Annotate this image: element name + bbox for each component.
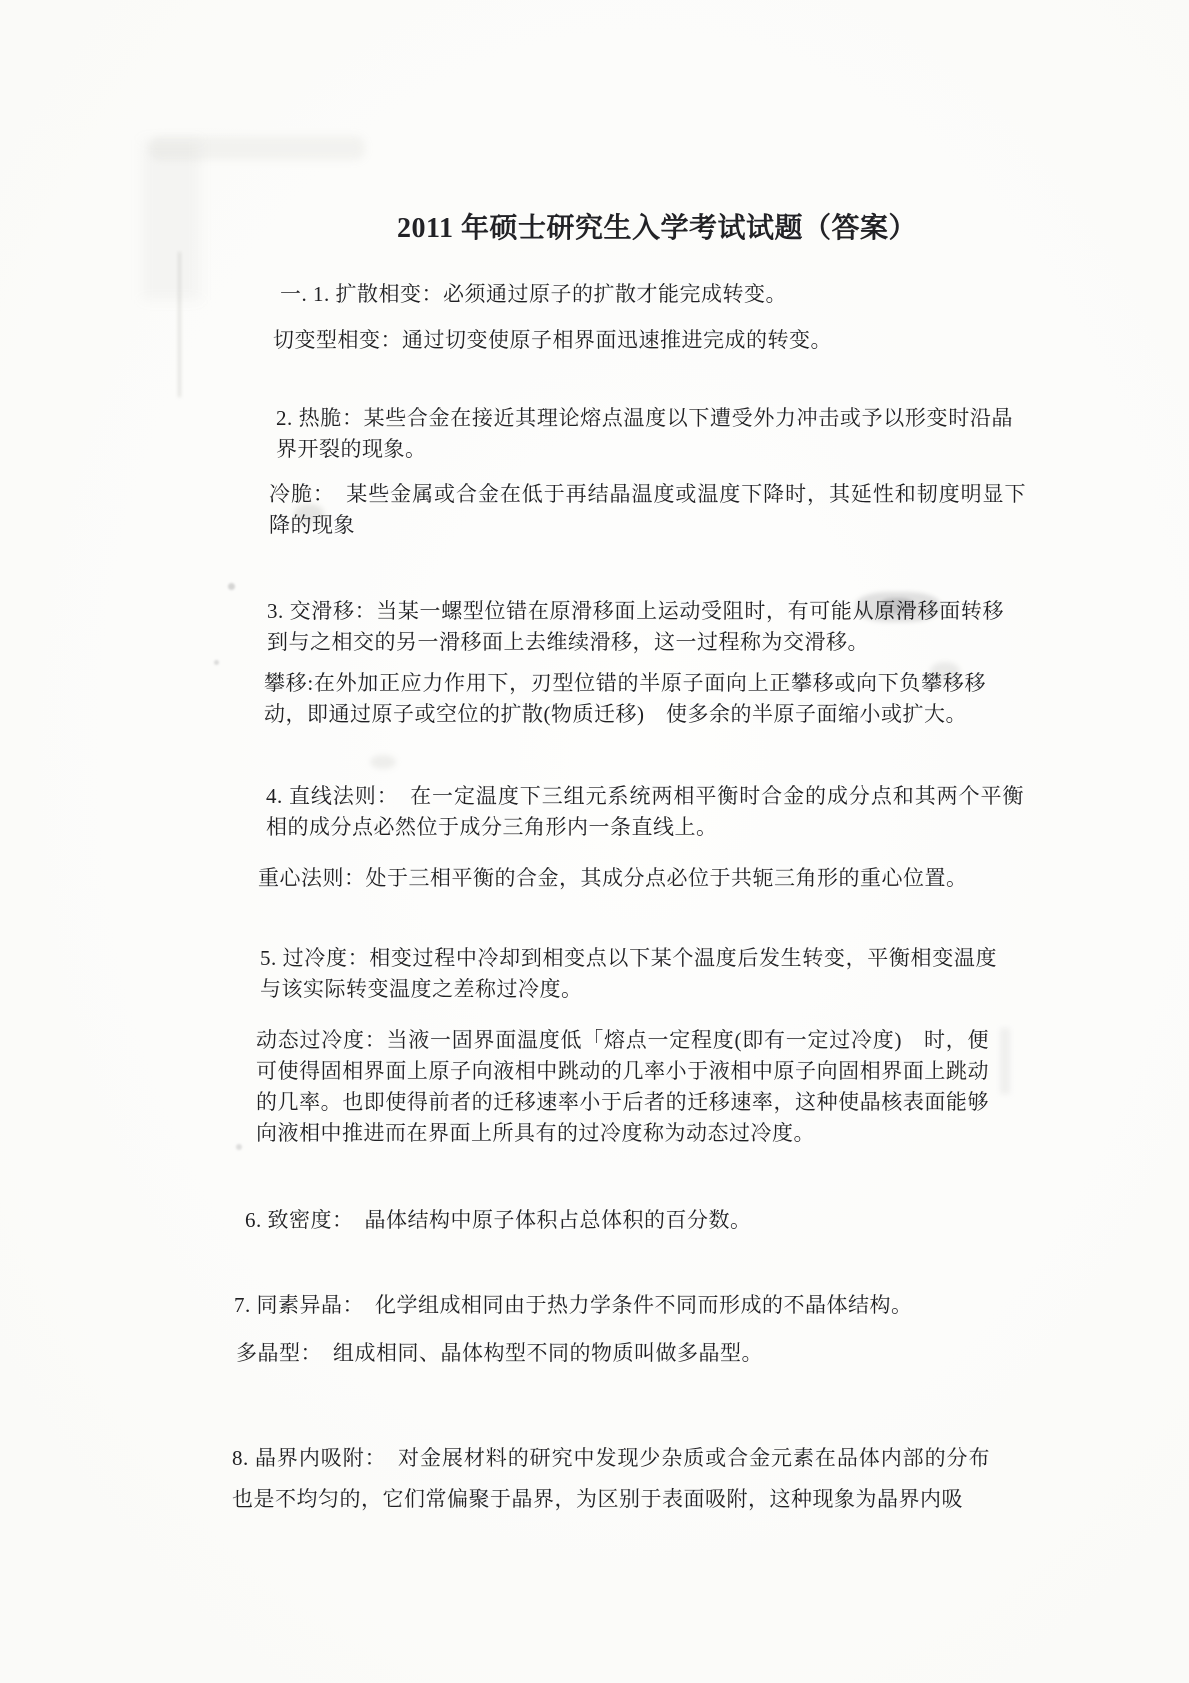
paragraph-grain-boundary-adsorption: 8. 晶界内吸附： 对金展材料的研究中发现少杂质或合金元素在品体内部的分布也是不均匀的，它们常偏聚于晶界，为区别于表面吸附，这种现象为晶界内吸 — [232, 1446, 990, 1511]
scan-speck — [214, 660, 219, 665]
scan-speck — [228, 583, 235, 590]
document-title: 2011 年硕士研究生入学考试试题（答案） — [397, 213, 917, 244]
paragraph-cross-slip: 3. 交滑移：当某一螺型位错在原滑移面上运动受阻时，有可能从原滑移面转移到与之相交的另一滑移面上去维续滑移，这一过程称为交滑移。 — [267, 599, 1004, 654]
paragraph-allotropy: 7. 同素异晶： 化学组成相同由于热力学条件不同而形成的不晶体结构。 — [234, 1293, 913, 1317]
paragraph-cold-shortness: 冷脆： 某些金属或合金在低于再结晶温度或温度下降时，其延性和韧度明显下降的现象 — [269, 482, 1026, 537]
paragraph-dynamic-undercooling: 动态过冷度：当液一固界面温度低「熔点一定程度(即有一定过冷度) 时，便可使得固相界面上原子向液相中跳动的几率小于液相中原子向固相界面上跳动的几率。也即使得前者的迁移速率小于后者的迁移速率，这种使晶核表面能够向液相中推进而在界面上所具有的过冷度称为动态过冷度。 — [256, 1028, 989, 1145]
paragraph-undercooling: 5. 过冷度：相变过程中冷却到相变点以下某个温度后发生转变，平衡相变温度与该实际转变温度之差称过冷度。 — [260, 946, 997, 1001]
paragraph-polymorphism: 多晶型： 组成相同、晶体构型不同的物质叫做多晶型。 — [236, 1341, 763, 1365]
paragraph-shear-transformation: 切变型相变：通过切变使原子相界面迅速推进完成的转变。 — [273, 328, 832, 352]
paragraph-climb: 攀移:在外加正应力作用下，刃型位错的半原子面向上正攀移或向下负攀移移动，即通过原子或空位的扩散(物质迁移) 使多余的半原子面缩小或扩大。 — [264, 671, 986, 726]
paragraph-center-of-gravity-rule: 重心法则：处于三相平衡的合金，其成分点必位于共轭三角形的重心位置。 — [258, 866, 968, 890]
paragraph-packing-density: 6. 致密度： 晶体结构中原子体积占总体积的百分数。 — [245, 1208, 752, 1232]
scan-streak — [1000, 1028, 1010, 1094]
scan-speck — [236, 1144, 242, 1150]
paragraph-diffusion-transformation: 一. 1. 扩散相变：必须通过原子的扩散才能完成转变。 — [280, 282, 787, 306]
paragraph-straight-line-rule: 4. 直线法则： 在一定温度下三组元系统两相平衡时合金的成分点和其两个平衡相的成分点必然位于成分三角形内一条直线上。 — [266, 784, 1024, 839]
scan-shadow — [142, 140, 200, 300]
scan-streak — [178, 252, 181, 397]
scan-smudge — [370, 755, 396, 769]
scan-bleedthrough — [150, 136, 365, 160]
paragraph-hot-shortness: 2. 热脆：某些合金在接近其理论熔点温度以下遭受外力冲击或予以形变时沿晶界开裂的现象。 — [276, 406, 1013, 461]
